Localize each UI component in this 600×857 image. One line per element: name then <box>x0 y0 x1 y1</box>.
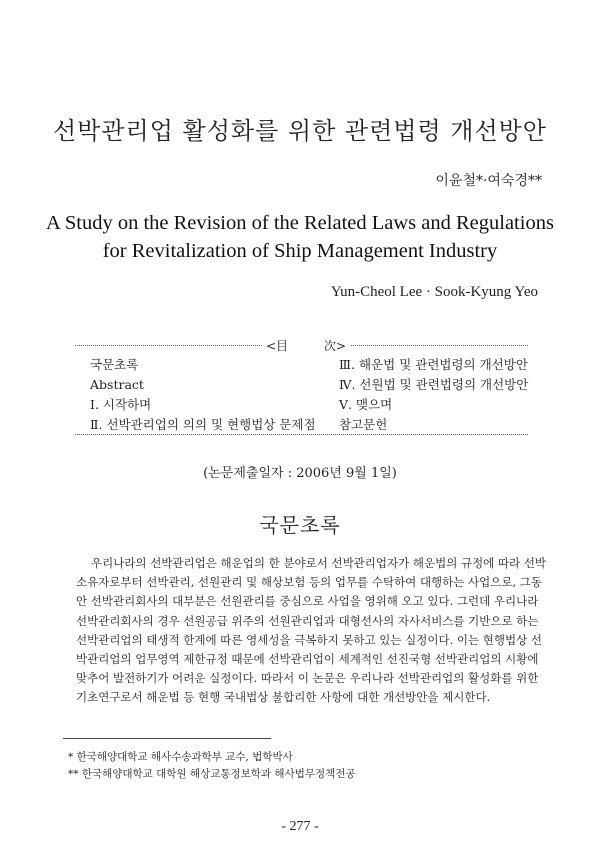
contents-right-column <box>339 355 528 435</box>
authors-korean: 이윤철*·여숙경** <box>435 173 542 189</box>
contents-item: Ⅳ. 선원법 및 관련법령의 개선방안 <box>339 377 529 392</box>
abstract-line: 기초연구로서 해운법 등 현행 국내법상 불합리한 사항에 대한 개선방안을 제시한다. <box>76 690 491 705</box>
contents-item: Ⅰ. 시작하며 <box>90 397 152 412</box>
contents-item: Ⅲ. 해운법 및 관련법령의 개선방안 <box>339 357 528 372</box>
footnote-rule <box>63 738 271 739</box>
abstract-line: 맞추어 발전하기가 어려운 실정이다. 따라서 이 논문은 우리나라 선박관리업의 활성화를 위한 <box>76 671 539 686</box>
paper-title-english <box>0 209 600 265</box>
contents-bottom-rule <box>75 434 528 435</box>
abstract-line: 우리나라의 선박관리업은 해운업의 한 분야로서 선박관리업자가 해운법의 규정에 따라 선박 <box>91 556 547 570</box>
abstract-line: 선박관리업의 태생적 한계에 따른 영세성을 극복하지 못하고 있는 실정이다. 이는 현행법상 선 <box>76 632 543 647</box>
footnotes <box>68 749 356 783</box>
abstract-paragraph <box>76 554 547 708</box>
title-english-line-2: for Revitalization of Ship Management Industry <box>102 240 498 262</box>
footnote: * 한국해양대학교 해사수송과학부 교수, 법학박사 <box>68 751 293 763</box>
section-heading-abstract: 국문초록 <box>259 513 341 537</box>
contents-item: Abstract <box>90 377 144 392</box>
paper-title-korean: 선박관리업 활성화를 위한 관련법령 개선방안 <box>52 117 547 145</box>
contents-left-column <box>90 355 316 435</box>
abstract-line: 안 선박관리회사의 대부분은 선원관리를 중심으로 사업을 영위해 오고 있다. 그런데 우리나라 <box>76 594 539 609</box>
abstract-line: 선박관리회사의 경우 선원공급 위주의 선원관리업과 대형선사의 자사서비스를 기반으로 하는 <box>76 613 539 628</box>
contents-item: Ⅴ. 맺으며 <box>339 397 393 412</box>
contents-item: 참고문헌 <box>339 417 388 432</box>
page-number: - 277 - <box>281 819 319 834</box>
contents-item: 국문초록 <box>90 357 139 372</box>
footnote: ** 한국해양대학교 대학원 해상교통정보학과 해사법무정책전공 <box>68 768 356 780</box>
submission-date: (논문제출일자 : 2006년 9월 1일) <box>203 466 397 481</box>
contents-item: Ⅱ. 선박관리업의 의의 및 현행법상 문제점 <box>90 417 316 432</box>
abstract-line: 박관리업의 업무영역 제한규정 때문에 선박관리업이 세계적인 선진국형 선박관리업의 시황에 <box>76 652 539 667</box>
authors-english: Yun-Cheol Lee · Sook-Kyung Yeo <box>330 284 538 300</box>
abstract-line: 소유자로부터 선박관리, 선원관리 및 해상보험 등의 업무를 수탁하여 대행하는 사업으로, 그동 <box>76 575 543 590</box>
contents-heading: <目 次> <box>262 337 350 354</box>
title-english-line-1: A Study on the Revision of the Related Laws and Regulations <box>46 212 554 234</box>
